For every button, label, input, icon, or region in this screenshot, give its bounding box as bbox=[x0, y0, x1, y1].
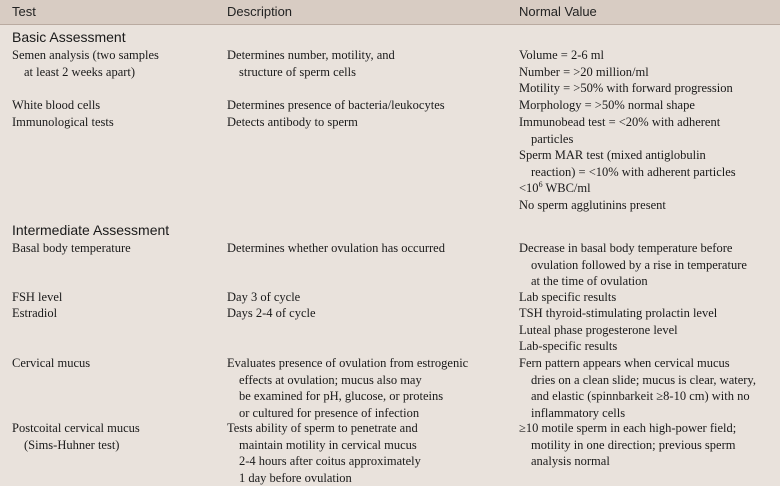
table-cell-text: Determines number, motility, and bbox=[227, 47, 395, 64]
exponent-text: 6 bbox=[539, 180, 543, 189]
table-cell-text: Days 2-4 of cycle bbox=[227, 305, 316, 322]
fsh-normal-cell bbox=[519, 289, 616, 306]
table-cell-text: Fern pattern appears when cervical mucus bbox=[519, 355, 756, 372]
table-cell-text: Immunological tests bbox=[12, 114, 114, 131]
column-header-test: Test bbox=[12, 4, 36, 19]
table-cell-text: Cervical mucus bbox=[12, 355, 90, 372]
table-cell-text: at least 2 weeks apart) bbox=[12, 64, 159, 81]
table-cell-text: Postcoital cervical mucus bbox=[12, 420, 140, 437]
table-cell-text: Determines presence of bacteria/leukocytes bbox=[227, 97, 445, 114]
table-cell-text: analysis normal bbox=[519, 453, 736, 470]
immuno-description-cell bbox=[227, 114, 358, 131]
postcoital-test-cell bbox=[12, 420, 140, 453]
table-cell-text: Detects antibody to sperm bbox=[227, 114, 358, 131]
column-header-normal-value: Normal Value bbox=[519, 4, 597, 19]
table-cell-text: Semen analysis (two samples bbox=[12, 47, 159, 64]
table-cell-text: FSH level bbox=[12, 289, 62, 306]
semen-normal-cell bbox=[519, 47, 733, 97]
mucus-description-cell bbox=[227, 355, 468, 421]
fsh-description-cell bbox=[227, 289, 300, 306]
table-cell-text: (Sims-Huhner test) bbox=[12, 437, 140, 454]
table-cell-text: ≥10 motile sperm in each high-power field; bbox=[519, 420, 736, 437]
table-cell-text: Luteal phase progesterone level bbox=[519, 322, 717, 339]
table-cell-text: Decrease in basal body temperature before bbox=[519, 240, 747, 257]
wbc-test-cell bbox=[12, 97, 100, 114]
bbt-normal-cell bbox=[519, 240, 747, 290]
bbt-test-cell bbox=[12, 240, 131, 257]
table-cell-text: Determines whether ovulation has occurred bbox=[227, 240, 445, 257]
wbc-normal-cell bbox=[519, 97, 695, 114]
immuno-test-cell bbox=[12, 114, 114, 131]
estradiol-description-cell bbox=[227, 305, 316, 322]
table-cell-text: Estradiol bbox=[12, 305, 57, 322]
semen-description-cell bbox=[227, 47, 395, 80]
table-cell-text: 1 day before ovulation bbox=[227, 470, 421, 486]
wbc-limit-text bbox=[519, 180, 736, 197]
table-cell-text: Basal body temperature bbox=[12, 240, 131, 257]
table-cell-text: Lab specific results bbox=[519, 289, 616, 306]
table-cell-text: Sperm MAR test (mixed antiglobulin bbox=[519, 147, 736, 164]
estradiol-normal-cell bbox=[519, 305, 717, 355]
table-cell-text: particles bbox=[519, 131, 736, 148]
table-cell-text: Lab-specific results bbox=[519, 338, 717, 355]
section-heading-basic: Basic Assessment bbox=[12, 29, 126, 45]
bbt-description-cell bbox=[227, 240, 445, 257]
table-cell-text: inflammatory cells bbox=[519, 405, 756, 422]
estradiol-test-cell bbox=[12, 305, 57, 322]
table-cell-text: Day 3 of cycle bbox=[227, 289, 300, 306]
table-cell-text: maintain motility in cervical mucus bbox=[227, 437, 421, 454]
table-cell-text: and elastic (spinnbarkeit ≥8-10 cm) with no bbox=[519, 388, 756, 405]
table-cell-text: Morphology = >50% normal shape bbox=[519, 97, 695, 114]
column-header-description: Description bbox=[227, 4, 292, 19]
table-cell-text: Motility = >50% with forward progression bbox=[519, 80, 733, 97]
mucus-test-cell bbox=[12, 355, 90, 372]
section-heading-intermediate: Intermediate Assessment bbox=[12, 222, 169, 238]
table-cell-text: <10 bbox=[519, 181, 539, 195]
table-cell-text: Volume = 2-6 ml bbox=[519, 47, 733, 64]
table-cell-text: No sperm agglutinins present bbox=[519, 197, 736, 214]
fsh-test-cell bbox=[12, 289, 62, 306]
table-cell-text: 2-4 hours after coitus approximately bbox=[227, 453, 421, 470]
table-cell-text: ovulation followed by a rise in temperature bbox=[519, 257, 747, 274]
table-cell-text: Evaluates presence of ovulation from estrogenic bbox=[227, 355, 468, 372]
semen-test-cell bbox=[12, 47, 159, 80]
postcoital-description-cell bbox=[227, 420, 421, 486]
postcoital-normal-cell bbox=[519, 420, 736, 470]
wbc-description-cell bbox=[227, 97, 445, 114]
table-cell-text: White blood cells bbox=[12, 97, 100, 114]
table-cell-text: be examined for pH, glucose, or proteins bbox=[227, 388, 468, 405]
table-header-row bbox=[0, 0, 780, 25]
table-cell-text: at the time of ovulation bbox=[519, 273, 747, 290]
table-cell-text: effects at ovulation; mucus also may bbox=[227, 372, 468, 389]
table-cell-text: structure of sperm cells bbox=[227, 64, 395, 81]
table-cell-text: WBC/ml bbox=[543, 181, 591, 195]
mucus-normal-cell bbox=[519, 355, 756, 421]
immuno-normal-cell bbox=[519, 114, 736, 213]
table-cell-text: TSH thyroid-stimulating prolactin level bbox=[519, 305, 717, 322]
table-cell-text: Immunobead test = <20% with adherent bbox=[519, 114, 736, 131]
table-cell-text: Tests ability of sperm to penetrate and bbox=[227, 420, 421, 437]
table-cell-text: Number = >20 million/ml bbox=[519, 64, 733, 81]
table-cell-text: dries on a clean slide; mucus is clear, watery, bbox=[519, 372, 756, 389]
table-cell-text: or cultured for presence of infection bbox=[227, 405, 468, 422]
table-cell-text: reaction) = <10% with adherent particles bbox=[519, 164, 736, 181]
table-cell-text: motility in one direction; previous sperm bbox=[519, 437, 736, 454]
